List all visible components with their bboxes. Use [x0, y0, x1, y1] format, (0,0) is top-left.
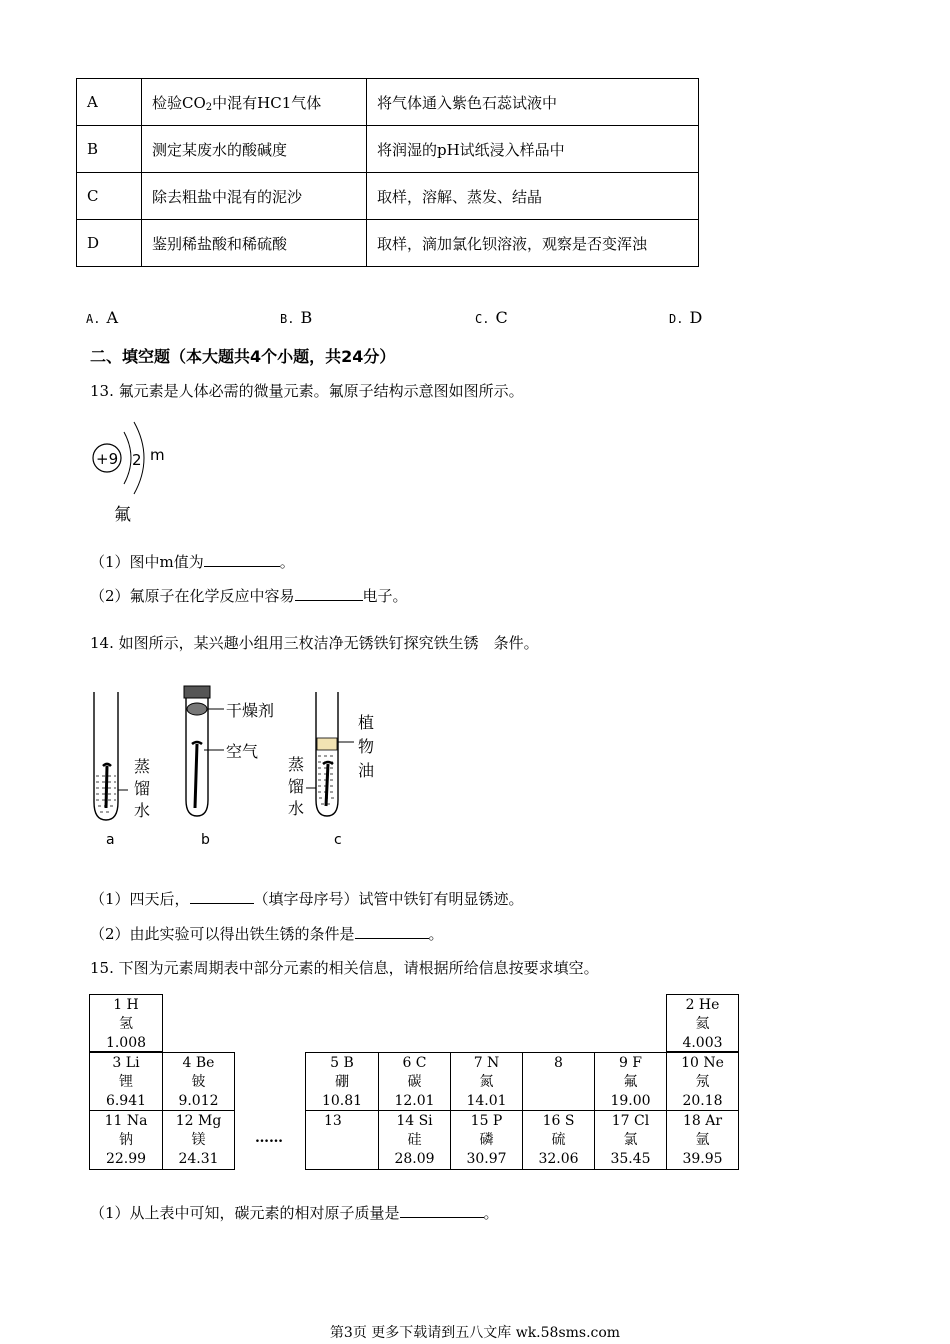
label-water-a-2: 馏 — [134, 779, 151, 798]
label-air: 空气 — [226, 742, 259, 761]
label-desiccant: 干燥剂 — [226, 701, 275, 720]
rust-experiment-diagram — [84, 682, 394, 854]
label-tube-c: c — [334, 832, 342, 848]
row-goal: 测定某废水的酸碱度 — [142, 126, 367, 173]
element-cell-he: 2 He 氦 4.003 — [666, 994, 739, 1052]
answer-blank[interactable] — [190, 889, 254, 904]
periodic-table — [89, 994, 739, 1170]
row-method: 取样，溶解、蒸发、结晶 — [367, 173, 699, 220]
row-letter: D — [77, 220, 142, 267]
q15-part1: （1）从上表中可知，碳元素的相对原子质量是 。 — [90, 1204, 499, 1222]
element-cell-n: 7 N 氮 14.01 — [450, 1052, 523, 1111]
section-heading: 二、填空题（本大题共4个小题，共24分） — [90, 347, 396, 366]
nail-c — [326, 764, 328, 806]
fluorine-atom-diagram — [88, 412, 178, 527]
element-cell-si: 14 Si 硅 28.09 — [378, 1110, 451, 1170]
label-water-a-3: 水 — [134, 801, 151, 820]
table-row — [77, 126, 699, 173]
label-water-c-3: 水 — [288, 799, 305, 818]
element-cell-c: 6 C 碳 12.01 — [378, 1052, 451, 1111]
element-cell-ar: 18 Ar 氩 39.95 — [666, 1110, 739, 1170]
element-cell-h: 1 H 氢 1.008 — [89, 994, 163, 1052]
q14-stem: 14. 如图所示，某兴趣小组用三枚洁净无锈铁钉探究铁生锈 条件。 — [90, 634, 539, 652]
row-method: 将润湿的pH试纸浸入样品中 — [367, 126, 699, 173]
q13-part2: （2）氟原子在化学反应中容易 电子。 — [90, 587, 408, 605]
element-cell-p: 15 P 磷 30.97 — [450, 1110, 523, 1170]
choice-b[interactable]: B. B — [280, 308, 313, 327]
nail-b-head — [192, 742, 202, 744]
label-oil-2: 物 — [358, 737, 375, 756]
nail-a-head — [103, 764, 111, 766]
element-cell-s: 16 S 硫 32.06 — [522, 1110, 595, 1170]
answer-blank[interactable] — [355, 924, 429, 939]
label-water-c-2: 馏 — [288, 777, 305, 796]
element-cell-al: 13 — [305, 1110, 379, 1170]
choice-c[interactable]: C. C — [475, 308, 508, 327]
stopper-b — [184, 686, 210, 698]
row-letter: B — [77, 126, 142, 173]
table-row — [77, 173, 699, 220]
q14-part2: （2）由此实验可以得出铁生锈的条件是 。 — [90, 925, 444, 943]
choice-d[interactable]: D. D — [669, 308, 703, 327]
nail-c-head — [323, 762, 333, 764]
oil-layer — [317, 738, 337, 750]
answer-blank[interactable] — [295, 586, 363, 601]
row-method: 取样，滴加氯化钡溶液，观察是否变浑浊 — [367, 220, 699, 267]
table-row — [77, 220, 699, 267]
element-cell-cl: 17 Cl 氯 35.45 — [594, 1110, 667, 1170]
answer-blank[interactable] — [400, 1203, 484, 1218]
row-letter: A — [77, 79, 142, 126]
label-oil-3: 油 — [358, 761, 375, 780]
nail-a — [106, 766, 107, 808]
element-cell-mg: 12 Mg 镁 24.31 — [162, 1110, 235, 1170]
page-footer: 第3页 更多下载请到五八文库 wk.58sms.com — [329, 1325, 621, 1341]
element-cell-o: 8 — [522, 1052, 595, 1111]
q14-part1: （1）四天后， （填字母序号）试管中铁钉有明显锈迹。 — [90, 890, 524, 908]
label-tube-a: a — [106, 832, 115, 848]
element-name: 氟 — [114, 505, 131, 525]
desiccant — [187, 703, 207, 715]
row-method: 将气体通入紫色石蕊试液中 — [367, 79, 699, 126]
row-letter: C — [77, 173, 142, 220]
q13-part1: （1）图中m值为 。 — [90, 553, 295, 571]
element-cell-li: 3 Li 锂 6.941 — [89, 1052, 163, 1111]
label-water-c-1: 蒸 — [288, 755, 305, 774]
element-cell-be: 4 Be 铍 9.012 — [162, 1052, 235, 1111]
q13-stem: 13. 氟元素是人体必需的微量元素。氟原子结构示意图如图所示。 — [90, 382, 524, 400]
electron-shell-1 — [124, 432, 131, 484]
element-cell-na: 11 Na 钠 22.99 — [89, 1110, 163, 1170]
nucleus-charge: +9 — [96, 450, 119, 468]
ellipsis: …… — [255, 1130, 283, 1146]
label-water-a-1: 蒸 — [134, 757, 151, 776]
answer-blank[interactable] — [204, 552, 280, 567]
shell2-count: m — [150, 446, 165, 464]
label-oil-1: 植 — [358, 713, 375, 732]
element-cell-b: 5 B 硼 10.81 — [305, 1052, 379, 1111]
row-goal: 检验$CO_2$中混有HC1气体 — [142, 79, 367, 126]
options-table — [76, 78, 699, 267]
element-cell-f: 9 F 氟 19.00 — [594, 1052, 667, 1111]
q15-stem: 15. 下图为元素周期表中部分元素的相关信息，请根据所给信息按要求填空。 — [90, 959, 599, 977]
row-goal: 鉴别稀盐酸和稀硫酸 — [142, 220, 367, 267]
nail-b — [195, 744, 197, 808]
element-cell-ne: 10 Ne 氖 20.18 — [666, 1052, 739, 1111]
choice-a[interactable]: A. A — [86, 308, 119, 327]
label-tube-b: b — [201, 832, 210, 848]
shell1-count: 2 — [132, 451, 142, 469]
row-goal: 除去粗盐中混有的泥沙 — [142, 173, 367, 220]
table-row — [77, 79, 699, 126]
